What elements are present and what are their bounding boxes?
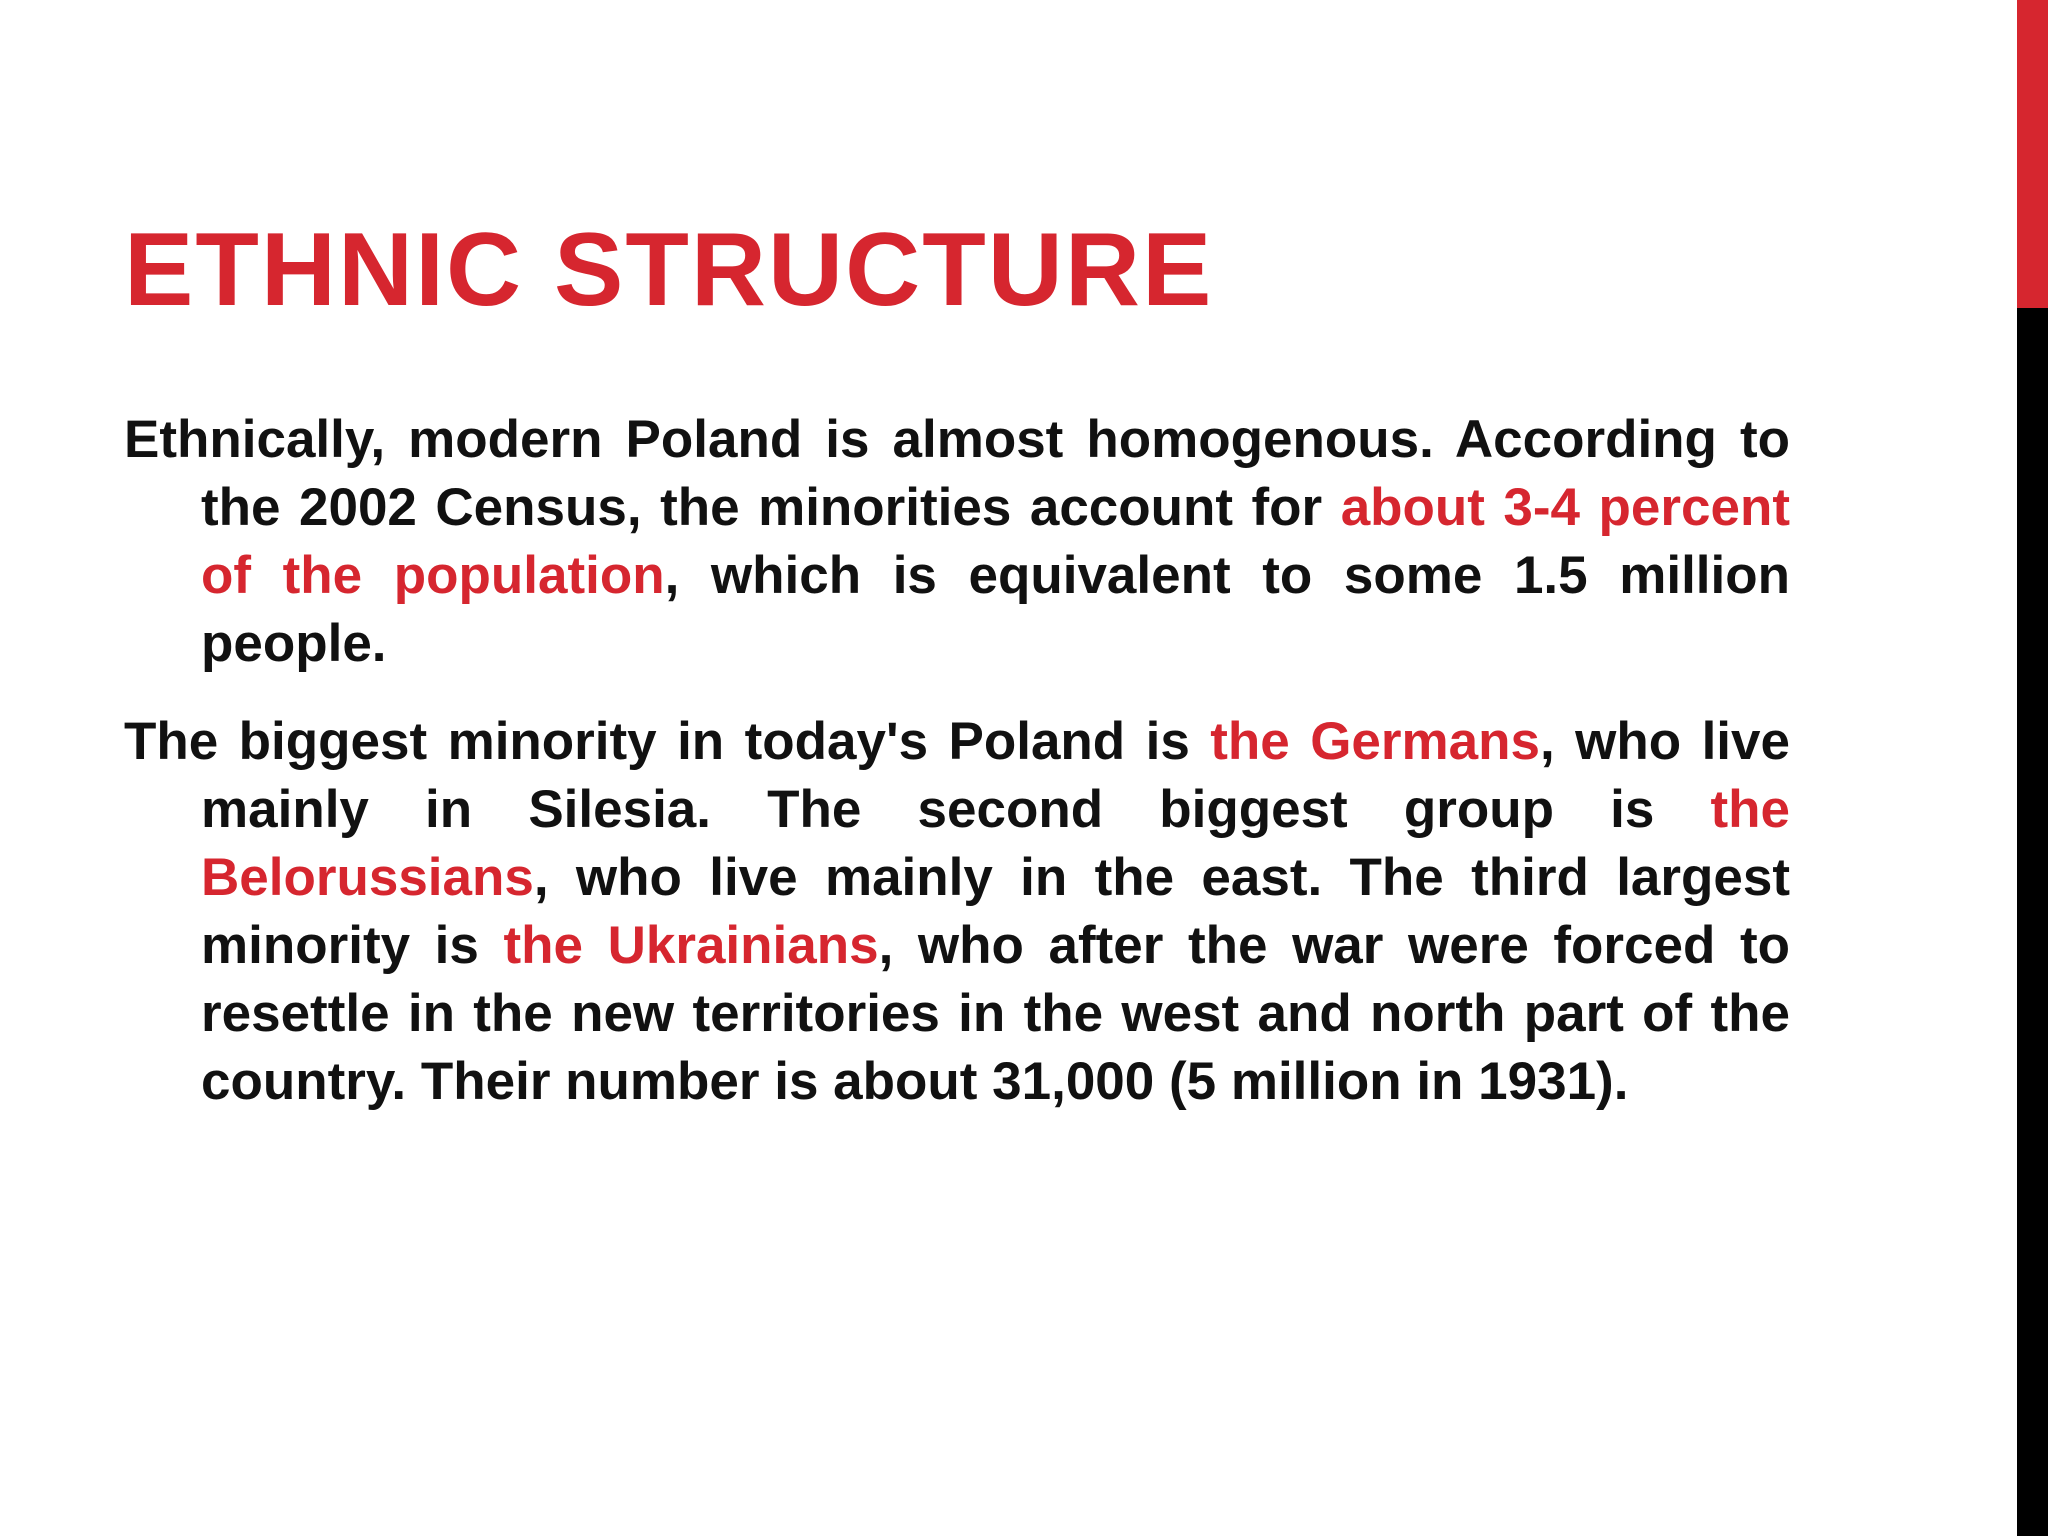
- paragraph-text: , which is equivalent to some 1.5 million people.: [201, 546, 1791, 673]
- paragraph-text: , who live mainly in Silesia. The second biggest group is: [201, 712, 1790, 839]
- highlight-germans: the Germans: [1210, 712, 1540, 771]
- paragraph-text: , who after the war were forced to resettle in the new territories in the west and north part of the country. Their number is about 31,000 (5 million in 1931).: [201, 916, 1790, 1111]
- paragraph-text: The biggest minority in today's Poland is: [124, 712, 1211, 771]
- sidebar-accent-block: [2017, 0, 2048, 308]
- sidebar-bar: [2017, 0, 2048, 1536]
- paragraph-minorities: [124, 708, 1790, 1116]
- highlight-ukrainians: the Ukrainians: [503, 916, 879, 975]
- paragraph-text: Ethnically, modern Poland is almost homogenous. According to the 2002 Census, the minorities account for: [124, 410, 1790, 537]
- highlight-belorussians: the Belorussians: [201, 780, 1790, 907]
- slide-body: [124, 406, 1790, 1146]
- slide-title: ETHNIC STRUCTURE: [124, 212, 1214, 328]
- paragraph-text: , who live mainly in the east. The third largest minority is: [201, 848, 1790, 975]
- paragraph-census: [124, 406, 1790, 678]
- highlight-minority-share: about 3-4 percent of the population: [201, 478, 1790, 605]
